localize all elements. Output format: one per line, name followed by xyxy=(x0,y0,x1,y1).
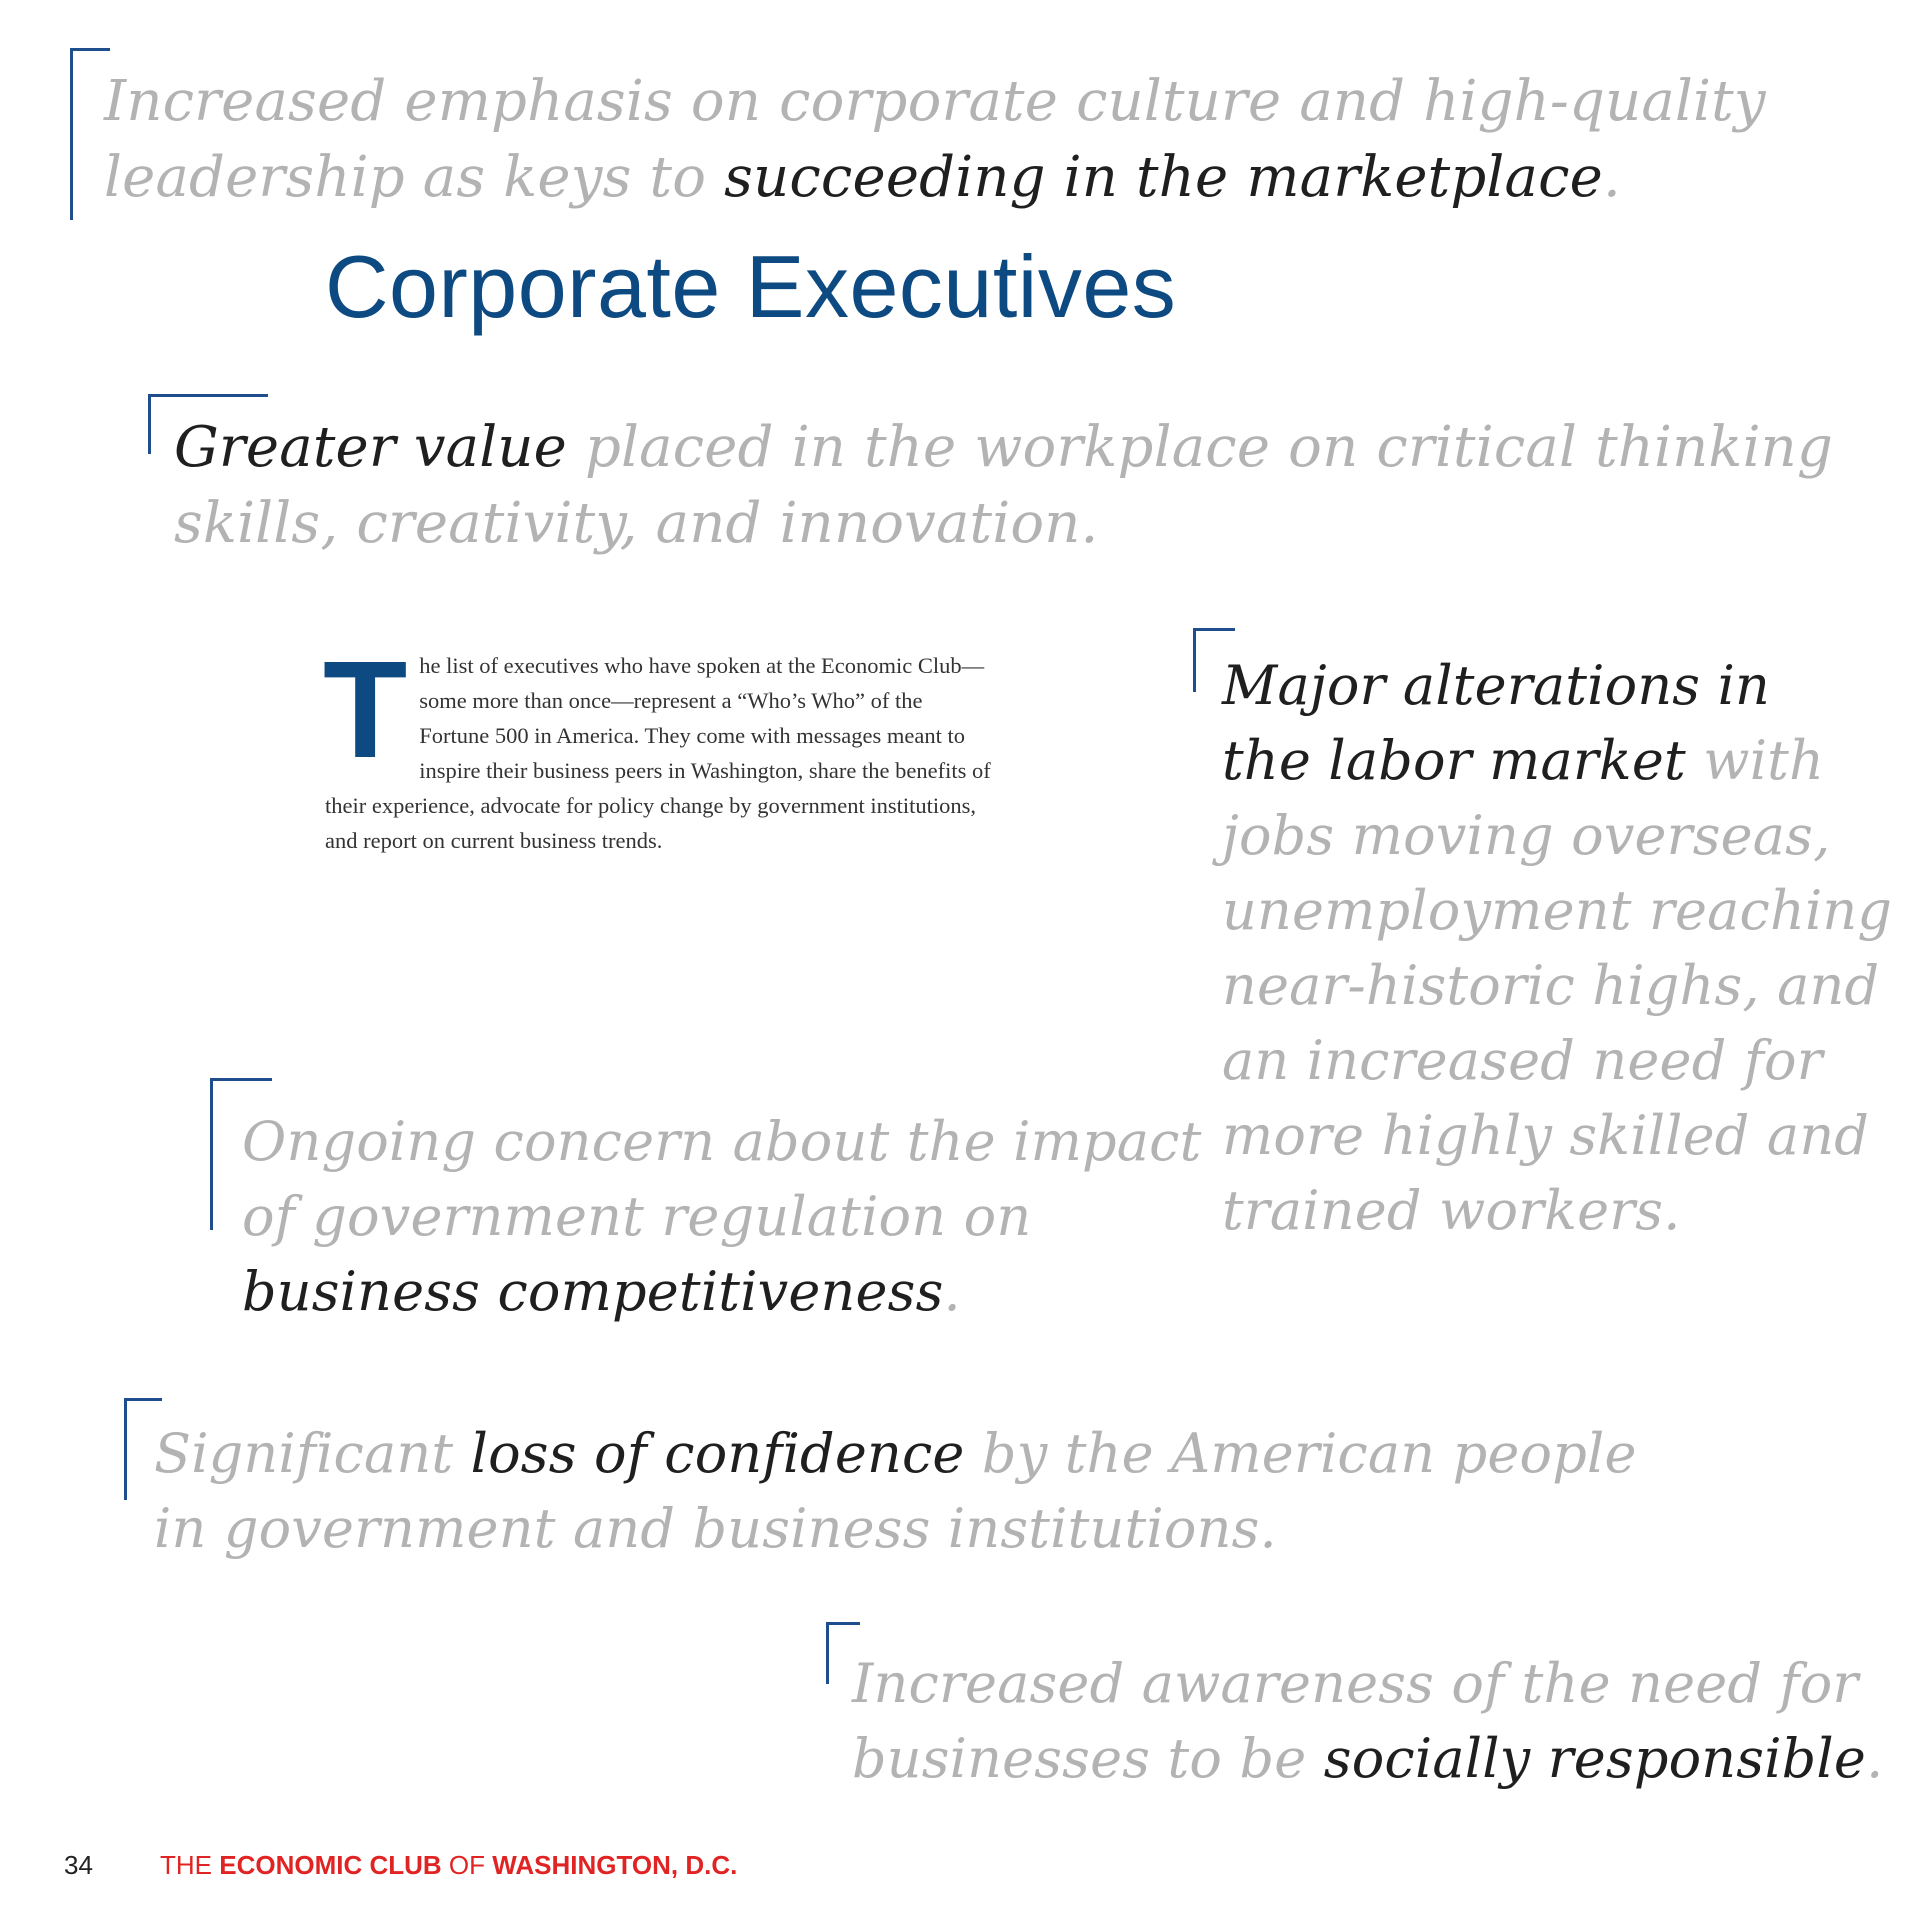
quote-emphasis: succeeding in the marketplace xyxy=(724,145,1604,210)
quote-line: unemployment reaching xyxy=(1222,879,1893,942)
brand-text: ECONOMIC CLUB xyxy=(219,1850,442,1880)
quote-line: trained workers. xyxy=(1222,1179,1681,1242)
quote-line: jobs moving overseas, xyxy=(1222,804,1831,867)
quote-text: placed in the workplace on critical thinking xyxy=(567,415,1833,480)
pull-quote-confidence xyxy=(154,1416,1637,1566)
quote-text: with xyxy=(1685,729,1825,792)
quote-line xyxy=(1222,723,1892,798)
quote-line: Major alterations in xyxy=(1222,654,1771,717)
quote-emphasis: socially responsible xyxy=(1323,1727,1867,1790)
quote-line xyxy=(174,410,1833,486)
intro-paragraph xyxy=(323,633,995,858)
quote-line: Increased awareness of the need for xyxy=(852,1652,1859,1715)
quote-text: . xyxy=(1603,145,1622,210)
publication-name xyxy=(160,1850,737,1881)
page-number: 34 xyxy=(64,1850,93,1880)
drop-cap: T xyxy=(323,633,408,787)
quote-text: . xyxy=(943,1260,961,1323)
quote-line: of government regulation on xyxy=(242,1185,1032,1248)
brand-text: WASHINGTON, D.C. xyxy=(492,1850,738,1880)
quote-line: more highly skilled and xyxy=(1222,1104,1870,1167)
quote-emphasis: loss of confidence xyxy=(470,1422,965,1485)
quote-emphasis: Greater value xyxy=(174,415,567,480)
quote-text: businesses to be xyxy=(852,1727,1324,1790)
quote-line: Ongoing concern about the impact xyxy=(242,1110,1202,1173)
page-title: Corporate Executives xyxy=(325,237,1177,336)
quote-emphasis: the labor market xyxy=(1222,729,1686,792)
quote-text: Significant xyxy=(154,1422,471,1485)
quote-text: by the American people xyxy=(964,1422,1637,1485)
quote-line: near-historic highs, and xyxy=(1222,954,1880,1017)
page-footer xyxy=(0,1848,1920,1888)
quote-text: . xyxy=(1866,1727,1884,1790)
quote-line xyxy=(104,140,1766,216)
pull-quote-value xyxy=(174,410,1833,562)
pull-quote-responsibility xyxy=(852,1646,1883,1796)
quote-line xyxy=(154,1416,1637,1491)
brand-text: THE xyxy=(160,1850,220,1880)
pull-quote-regulation xyxy=(242,1104,1202,1329)
pull-quote-labor xyxy=(1222,648,1892,1248)
brand-text: OF xyxy=(441,1850,493,1880)
pull-quote-culture xyxy=(104,64,1766,216)
quote-line: Increased emphasis on corporate culture and high-quality xyxy=(104,69,1766,134)
quote-line xyxy=(242,1254,1202,1329)
quote-line: in government and business institutions. xyxy=(154,1497,1277,1560)
quote-line: skills, creativity, and innovation. xyxy=(174,491,1099,556)
quote-line: an increased need for xyxy=(1222,1029,1823,1092)
quote-line xyxy=(852,1721,1883,1796)
quote-emphasis: business competitiveness xyxy=(242,1260,944,1323)
quote-text: leadership as keys to xyxy=(104,145,725,210)
paragraph-text: he list of executives who have spoken at the Economic Club—some more than once—represent a “Who’s Who” of the Fortune 500 in America. They come with messages meant to inspire their business peers in Washington, share the benefits of their experience, advocate for policy change by government institutions, and report on current business trends. xyxy=(325,653,991,853)
